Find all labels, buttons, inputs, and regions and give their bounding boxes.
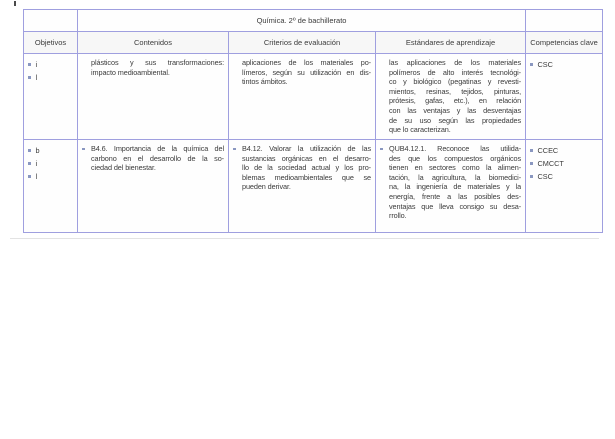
list-item-label: l — [35, 172, 38, 181]
cell-competencias-content — [526, 54, 602, 75]
list-item — [28, 170, 73, 183]
text-line: B4.6. Importancia de la química del — [91, 144, 224, 153]
bullet-icon — [28, 63, 31, 66]
list-item — [28, 144, 73, 157]
list-item — [28, 58, 73, 71]
bullet-icon — [530, 149, 533, 152]
page-divider-line — [10, 238, 599, 239]
column-header-contenidos: Contenidos — [78, 32, 229, 54]
column-header-estandares: Estándares de aprendizaje — [376, 32, 526, 54]
text-line: con las ventajas y las desventajas — [389, 105, 522, 115]
text-line: na, la ingeniería de materiales y la — [389, 182, 522, 192]
bullet-icon — [28, 162, 31, 165]
bullet-icon — [530, 175, 533, 178]
cell-criterios-text — [242, 144, 371, 192]
table-row — [24, 54, 603, 140]
list-item-label: CSC — [537, 60, 553, 69]
curriculum-table — [23, 9, 603, 233]
list-item — [530, 144, 598, 157]
text-line: tintos ámbitos. — [242, 77, 288, 87]
cell-objetivos — [24, 140, 78, 233]
list-item — [28, 157, 73, 170]
cell-competencias — [526, 54, 603, 140]
cell-contenidos-text — [91, 144, 224, 173]
bullet-icon — [82, 148, 85, 151]
bullet-icon — [530, 162, 533, 165]
list-item — [530, 58, 598, 71]
text-line: rrollo. — [389, 211, 407, 221]
cell-competencias-content — [526, 140, 602, 187]
list-item — [28, 71, 73, 84]
cell-contenidos — [78, 54, 229, 140]
bullet-icon — [28, 76, 31, 79]
cell-contenidos-content — [78, 54, 228, 81]
text-line: prótesis, gafas, etc.), en relación — [389, 96, 522, 106]
text-line: plásticos y sus transformaciones: — [91, 58, 224, 67]
text-line: límeros, según su utilización en dis- — [242, 67, 371, 77]
text-line: energía, frente a las posibles des- — [389, 191, 522, 201]
cell-criterios — [229, 140, 376, 233]
cell-competencias — [526, 140, 603, 233]
cell-objetivos-content — [24, 54, 77, 88]
text-line: co y biológico (pegatinas y revesti- — [389, 77, 522, 87]
text-line: polímeros de alto interés tecnológi- — [389, 67, 522, 77]
text-line: pueden derivar. — [242, 182, 291, 192]
text-line: QUB4.12.1. Reconoce las utilida- — [389, 144, 522, 153]
text-line: impacto medioambiental. — [91, 67, 170, 77]
table-title-row — [24, 10, 603, 32]
list-item-label: l — [35, 73, 38, 82]
cell-contenidos — [78, 140, 229, 233]
list-item-label: CSC — [537, 172, 553, 181]
text-line: carbono en el desarrollo de la so- — [91, 153, 224, 163]
text-line: que lo caracterizan. — [389, 125, 451, 135]
table-title: Química. 2º de bachillerato — [78, 10, 526, 32]
cell-estandares — [376, 140, 526, 233]
text-line: las aplicaciones de los materiales — [389, 58, 522, 67]
column-header-competencias: Competencias clave — [526, 32, 603, 54]
text-cursor-artifact — [14, 1, 16, 6]
column-header-objetivos: Objetivos — [24, 32, 78, 54]
text-line: des que los compuestos orgánicos — [389, 153, 522, 163]
list-item — [530, 157, 598, 170]
table-header-row — [24, 32, 603, 54]
text-line: blemas medioambientales que se — [242, 172, 371, 182]
cell-estandares-content — [376, 54, 525, 139]
cell-criterios-content — [229, 140, 375, 196]
cell-estandares-text — [389, 58, 521, 135]
bullet-icon — [530, 63, 533, 66]
text-line: llo de la sociedad actual y los pro- — [242, 163, 371, 173]
bullet-icon — [233, 148, 236, 151]
text-line: ciedad del bienestar. — [91, 163, 156, 173]
title-row-empty-right — [526, 10, 603, 32]
cell-objetivos-content — [24, 140, 77, 187]
list-item — [530, 170, 598, 183]
text-line: B4.12. Valorar la utilización de las — [242, 144, 371, 153]
text-line: mientos, resinas, tejidos, pinturas, — [389, 86, 522, 96]
list-item-label: CCEC — [537, 146, 559, 155]
title-row-empty-left — [24, 10, 78, 32]
text-line: sustancias orgánicas en el desarro- — [242, 153, 371, 163]
text-line: ventajas que lleva consigo su desa- — [389, 201, 522, 211]
bullet-icon — [28, 149, 31, 152]
text-line: tación, la agricultura, la biomedici- — [389, 172, 522, 182]
cell-criterios — [229, 54, 376, 140]
table-row — [24, 140, 603, 233]
bullet-icon — [28, 175, 31, 178]
column-header-criterios: Criterios de evaluación — [229, 32, 376, 54]
list-item-label: CMCCT — [537, 159, 564, 168]
cell-estandares-content — [376, 140, 525, 225]
cell-contenidos-text — [91, 58, 224, 77]
cell-objetivos — [24, 54, 78, 140]
cell-contenidos-content — [78, 140, 228, 177]
cell-criterios-text — [242, 58, 371, 87]
text-line: de su uso según las propiedades — [389, 115, 522, 125]
text-line: aplicaciones de los materiales po- — [242, 58, 371, 67]
text-line: tienen en sectores como la alimen- — [389, 163, 522, 173]
bullet-icon — [380, 148, 383, 151]
cell-criterios-content — [229, 54, 375, 91]
list-item-label: i — [35, 60, 38, 69]
list-item-label: b — [35, 146, 40, 155]
cell-estandares-text — [389, 144, 521, 221]
list-item-label: i — [35, 159, 38, 168]
cell-estandares — [376, 54, 526, 140]
